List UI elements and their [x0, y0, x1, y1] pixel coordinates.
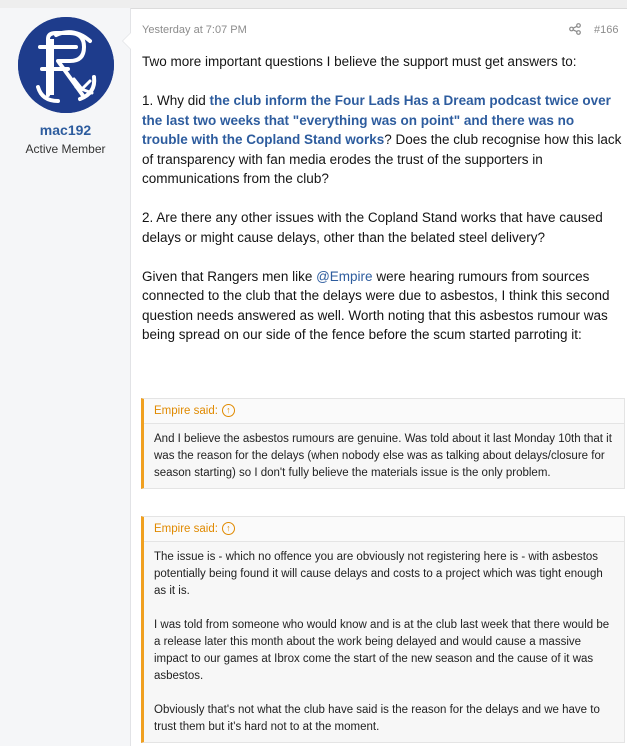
forum-post — [0, 8, 627, 746]
post-timestamp[interactable]: Yesterday at 7:07 PM — [142, 24, 247, 36]
avatar[interactable] — [18, 17, 114, 113]
share-icon — [569, 23, 581, 35]
asbestos-paragraph — [142, 267, 622, 345]
quote-paragraph: The issue is - which no offence you are obviously not registering here is - with asbestos potentially being found it will cause delays and costs to a project which was tight enough as it is. — [154, 551, 603, 597]
quote-block — [141, 516, 625, 743]
q1-highlight: the club inform the Four Lads Has a Dream podcast twice over the last two weeks that "everything was on point" and there was no trouble with the Copland Stand works — [142, 93, 611, 147]
q1-suffix: ? Does the club recognise how this lack of transparency with fan media erodes the trust of the supporters in communications from the club? — [142, 132, 622, 186]
quote-paragraph: I was told from someone who would know and is at the club last week that there would be a release later this month about the work being delayed and would cause a massive impact to our games at Ibrox come the start of the new season and the cause of it was asbestos. — [154, 619, 610, 682]
quote-body — [144, 424, 624, 488]
p3-prefix: Given that Rangers men like — [142, 268, 317, 284]
username-link[interactable]: mac192 — [39, 122, 92, 138]
quote-paragraph: And I believe the asbestos rumours are genuine. Was told about it last Monday 10th that it was the reason for the delays (when nobody else was as talking about delays/closure for season starting) so I don't fully believe the materials issue is the only problem. — [154, 433, 612, 479]
quote-author[interactable]: Empire said: — [154, 405, 218, 417]
user-mention-link[interactable]: @Empire — [316, 268, 373, 284]
user-title: Active Member — [25, 142, 106, 156]
speech-arrow — [122, 32, 131, 50]
quote-header[interactable] — [144, 517, 624, 542]
quote-header[interactable] — [144, 399, 624, 424]
q1-prefix: 1. Why did — [142, 93, 210, 108]
question-1 — [142, 91, 622, 189]
quote-block — [141, 398, 625, 489]
post-number[interactable]: #166 — [594, 24, 619, 36]
post-body — [142, 52, 622, 364]
share-button[interactable] — [569, 23, 581, 38]
post-content — [131, 8, 627, 746]
quote-author[interactable]: Empire said: — [154, 523, 218, 535]
user-info-panel — [0, 8, 131, 746]
intro-paragraph: Two more important questions I believe the support must get answers to: — [142, 54, 577, 69]
quote-paragraph: Obviously that's not what the club have said is the reason for the delays and we have to trust them but it's hard not to at the moment. — [154, 704, 600, 733]
rangers-crest-icon — [18, 17, 114, 113]
p3-suffix: were hearing rumours from sources connected to the club that the delays were due to asbestos, I think this second question needs answered as well. Worth noting that this asbestos rumour was being spread on our side of the fence before the scum started parroting it: — [142, 268, 610, 342]
expand-up-icon[interactable]: ↑ — [222, 522, 235, 535]
question-2: 2. Are there any other issues with the Copland Stand works that have caused delays or might cause delays, other than the belated steel delivery? — [142, 210, 603, 245]
expand-up-icon[interactable]: ↑ — [222, 404, 235, 417]
quote-body — [144, 542, 624, 742]
